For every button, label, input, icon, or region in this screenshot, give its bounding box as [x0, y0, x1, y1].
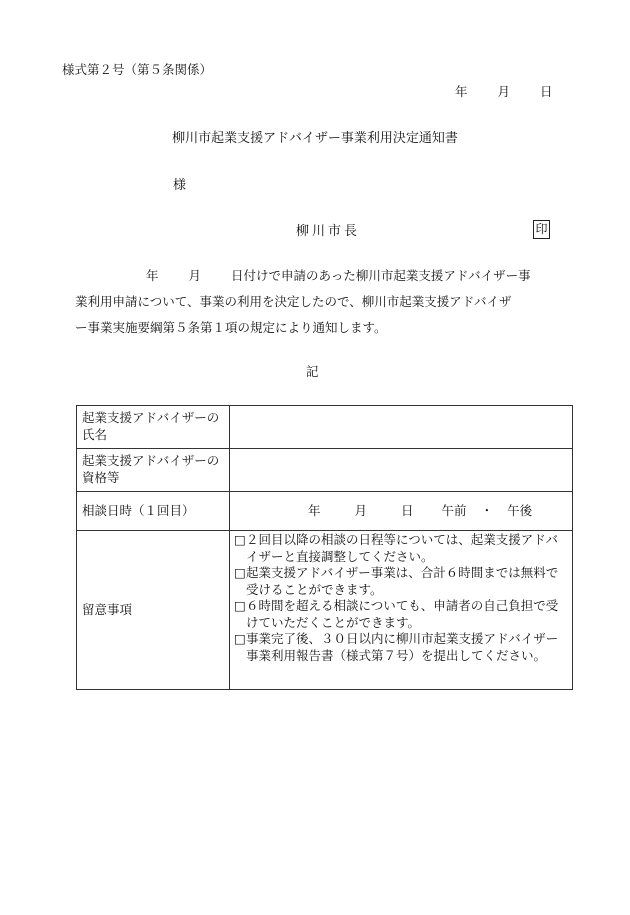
- advisor-qualification-label: 起業支援アドバイザーの資格等: [77, 449, 230, 492]
- advisor-qualification-value: [230, 449, 573, 492]
- checkbox-icon: □: [234, 598, 246, 613]
- consultation-pm-label: 午後: [507, 502, 533, 518]
- consultation-month-label: 月: [354, 502, 368, 518]
- consultation-date-value: [230, 492, 573, 531]
- checkbox-icon: □: [234, 532, 246, 547]
- recipient-suffix: 様: [173, 178, 187, 193]
- body-month-label: 月: [188, 268, 202, 283]
- seal-mark: 印: [533, 220, 550, 239]
- form-number: 様式第２号（第５条関係）: [62, 62, 213, 77]
- consultation-am-label: 午前: [441, 502, 467, 518]
- note-item: [234, 565, 568, 598]
- table-row-advisor-name: [77, 406, 573, 449]
- note-item: [234, 532, 568, 565]
- date-year-label: 年: [455, 84, 468, 99]
- note-text: ２回目以降の相談の日程等については、起業支援アドバイザーと直接調整してください。: [246, 532, 559, 564]
- body-year-label: 年: [146, 268, 159, 283]
- table-row-notes: [77, 531, 573, 690]
- detail-table: [76, 405, 573, 690]
- notes-label: 留意事項: [77, 531, 230, 690]
- issuer-name: 柳川市長: [296, 224, 361, 239]
- date-month-label: 月: [497, 84, 511, 99]
- table-row-consultation-date: [77, 492, 573, 531]
- document-title: 柳川市起業支援アドバイザー事業利用決定通知書: [172, 131, 458, 146]
- body-line-1-text: 日付けで申請のあった柳川市起業支援アドバイザー事: [231, 268, 531, 283]
- advisor-name-value: [230, 406, 573, 449]
- checkbox-icon: □: [234, 565, 246, 580]
- notes-list: [230, 531, 573, 690]
- body-line-2: 業利用申請について、事業の利用を決定したので、柳川市起業支援アドバイザ: [75, 294, 512, 309]
- consultation-day-label: 日: [401, 502, 414, 518]
- checkbox-icon: □: [234, 631, 246, 646]
- note-text: ６時間を超える相談についても、申請者の自己負担で受けていただくことができます。: [246, 598, 559, 630]
- body-line-3: ー事業実施要綱第５条第１項の規定により通知します。: [75, 320, 387, 335]
- body-line-1: [146, 268, 531, 283]
- issue-date: [455, 84, 553, 99]
- note-text: 事業完了後、３０日以内に柳川市起業支援アドバイザー事業利用報告書（様式第７号）を提出してください。: [246, 631, 559, 663]
- consultation-separator: ・: [480, 502, 494, 518]
- note-text: 起業支援アドバイザー事業は、合計６時間までは無料で受けることができます。: [246, 565, 559, 597]
- ki-heading: 記: [306, 364, 319, 379]
- note-item: [234, 598, 568, 631]
- advisor-name-label: 起業支援アドバイザーの氏名: [77, 406, 230, 449]
- date-day-label: 日: [540, 84, 553, 99]
- note-item: [234, 631, 568, 664]
- consultation-year-label: 年: [308, 502, 321, 518]
- table-row-advisor-qualification: [77, 449, 573, 492]
- consultation-date-label: 相談日時（１回目）: [77, 492, 230, 531]
